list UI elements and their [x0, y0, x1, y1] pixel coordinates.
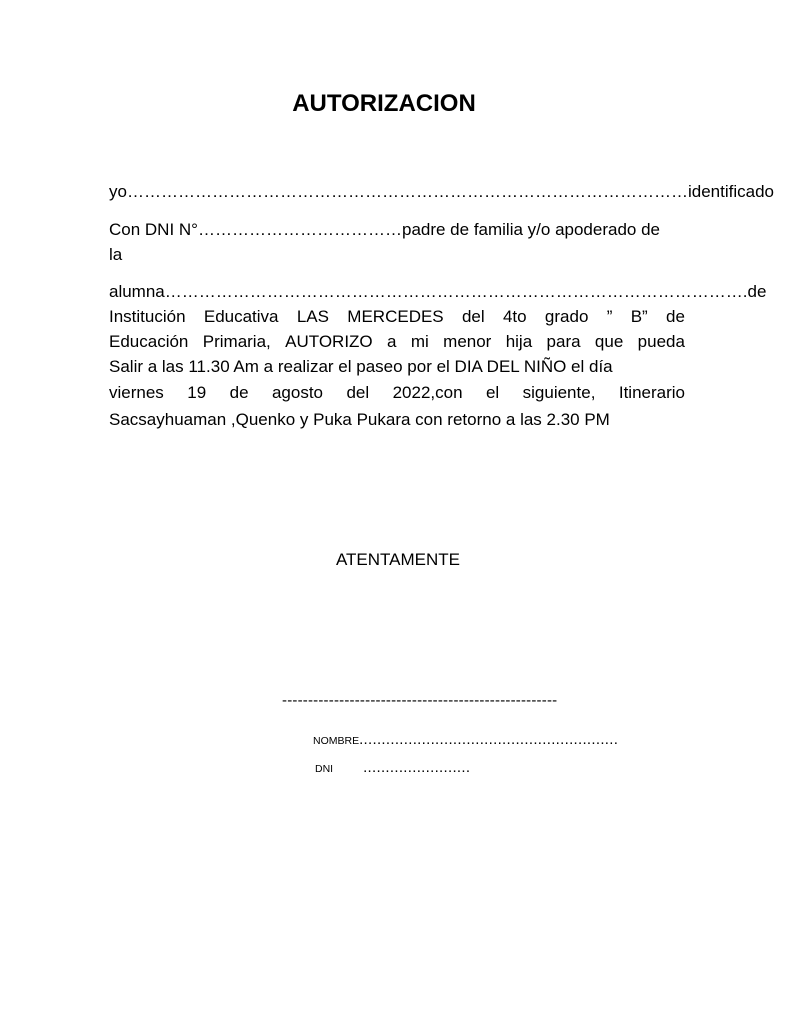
word: Educativa [203, 307, 279, 326]
paragraph-line-7: Salir a las 11.30 Am a realizar el paseo por el DIA DEL NIÑO el día [109, 357, 613, 376]
text-segment: yo……………………………………………………………………………………… [109, 182, 688, 201]
word: el [485, 383, 500, 402]
word: viernes [109, 383, 164, 402]
word: Itinerario [618, 383, 685, 402]
word: agosto [271, 383, 324, 402]
closing-text: ATENTAMENTE [335, 550, 461, 569]
paragraph-line-3: la [109, 245, 123, 264]
word: AUTORIZO [285, 332, 373, 351]
name-label: NOMBRE [313, 735, 360, 747]
word: hija [505, 332, 533, 351]
dni-dots: ........................ [363, 759, 471, 776]
text-segment: .de [742, 282, 767, 301]
name-dots: .......................................................... [359, 731, 619, 748]
word: MERCEDES [347, 307, 444, 326]
word: del [346, 383, 370, 402]
word: para [546, 332, 581, 351]
paragraph-line-6 [109, 330, 685, 354]
word: B” [630, 307, 648, 326]
signature-line: ----------------------------------------------------- [282, 692, 558, 709]
word: pueda [637, 332, 685, 351]
word: del [461, 307, 485, 326]
word: menor [443, 332, 492, 351]
paragraph-line-1 [109, 180, 774, 204]
word: que [594, 332, 624, 351]
word: de [229, 383, 249, 402]
paragraph-line-5 [109, 305, 685, 329]
paragraph-line-4 [109, 280, 767, 304]
word: 4to [502, 307, 527, 326]
word: LAS [296, 307, 329, 326]
paragraph-line-8 [109, 381, 685, 405]
word: Primaria, [202, 332, 271, 351]
signature-dni-row [315, 759, 470, 777]
text-segment: alumna………………………………………………………………………………………… [109, 282, 743, 301]
text-segment: Con DNI N°………………………………padre de familia y/o apoderado de [109, 220, 660, 239]
word: Institución [109, 307, 186, 326]
word: Educación [109, 332, 189, 351]
word: mi [410, 332, 429, 351]
word: grado [544, 307, 589, 326]
word: siguiente, [522, 383, 596, 402]
signature-name-row [313, 731, 618, 749]
paragraph-line-2 [109, 218, 685, 242]
word: 2022,con [392, 383, 463, 402]
word: 19 [187, 383, 207, 402]
word: ” [606, 307, 613, 326]
paragraph-line-9: Sacsayhuaman ,Quenko y Puka Pukara con retorno a las 2.30 PM [109, 410, 610, 429]
word: a [387, 332, 397, 351]
document-title: AUTORIZACION [292, 90, 476, 117]
word: de [666, 307, 685, 326]
text-segment: identificado [687, 182, 774, 201]
dni-label: DNI [315, 763, 334, 775]
